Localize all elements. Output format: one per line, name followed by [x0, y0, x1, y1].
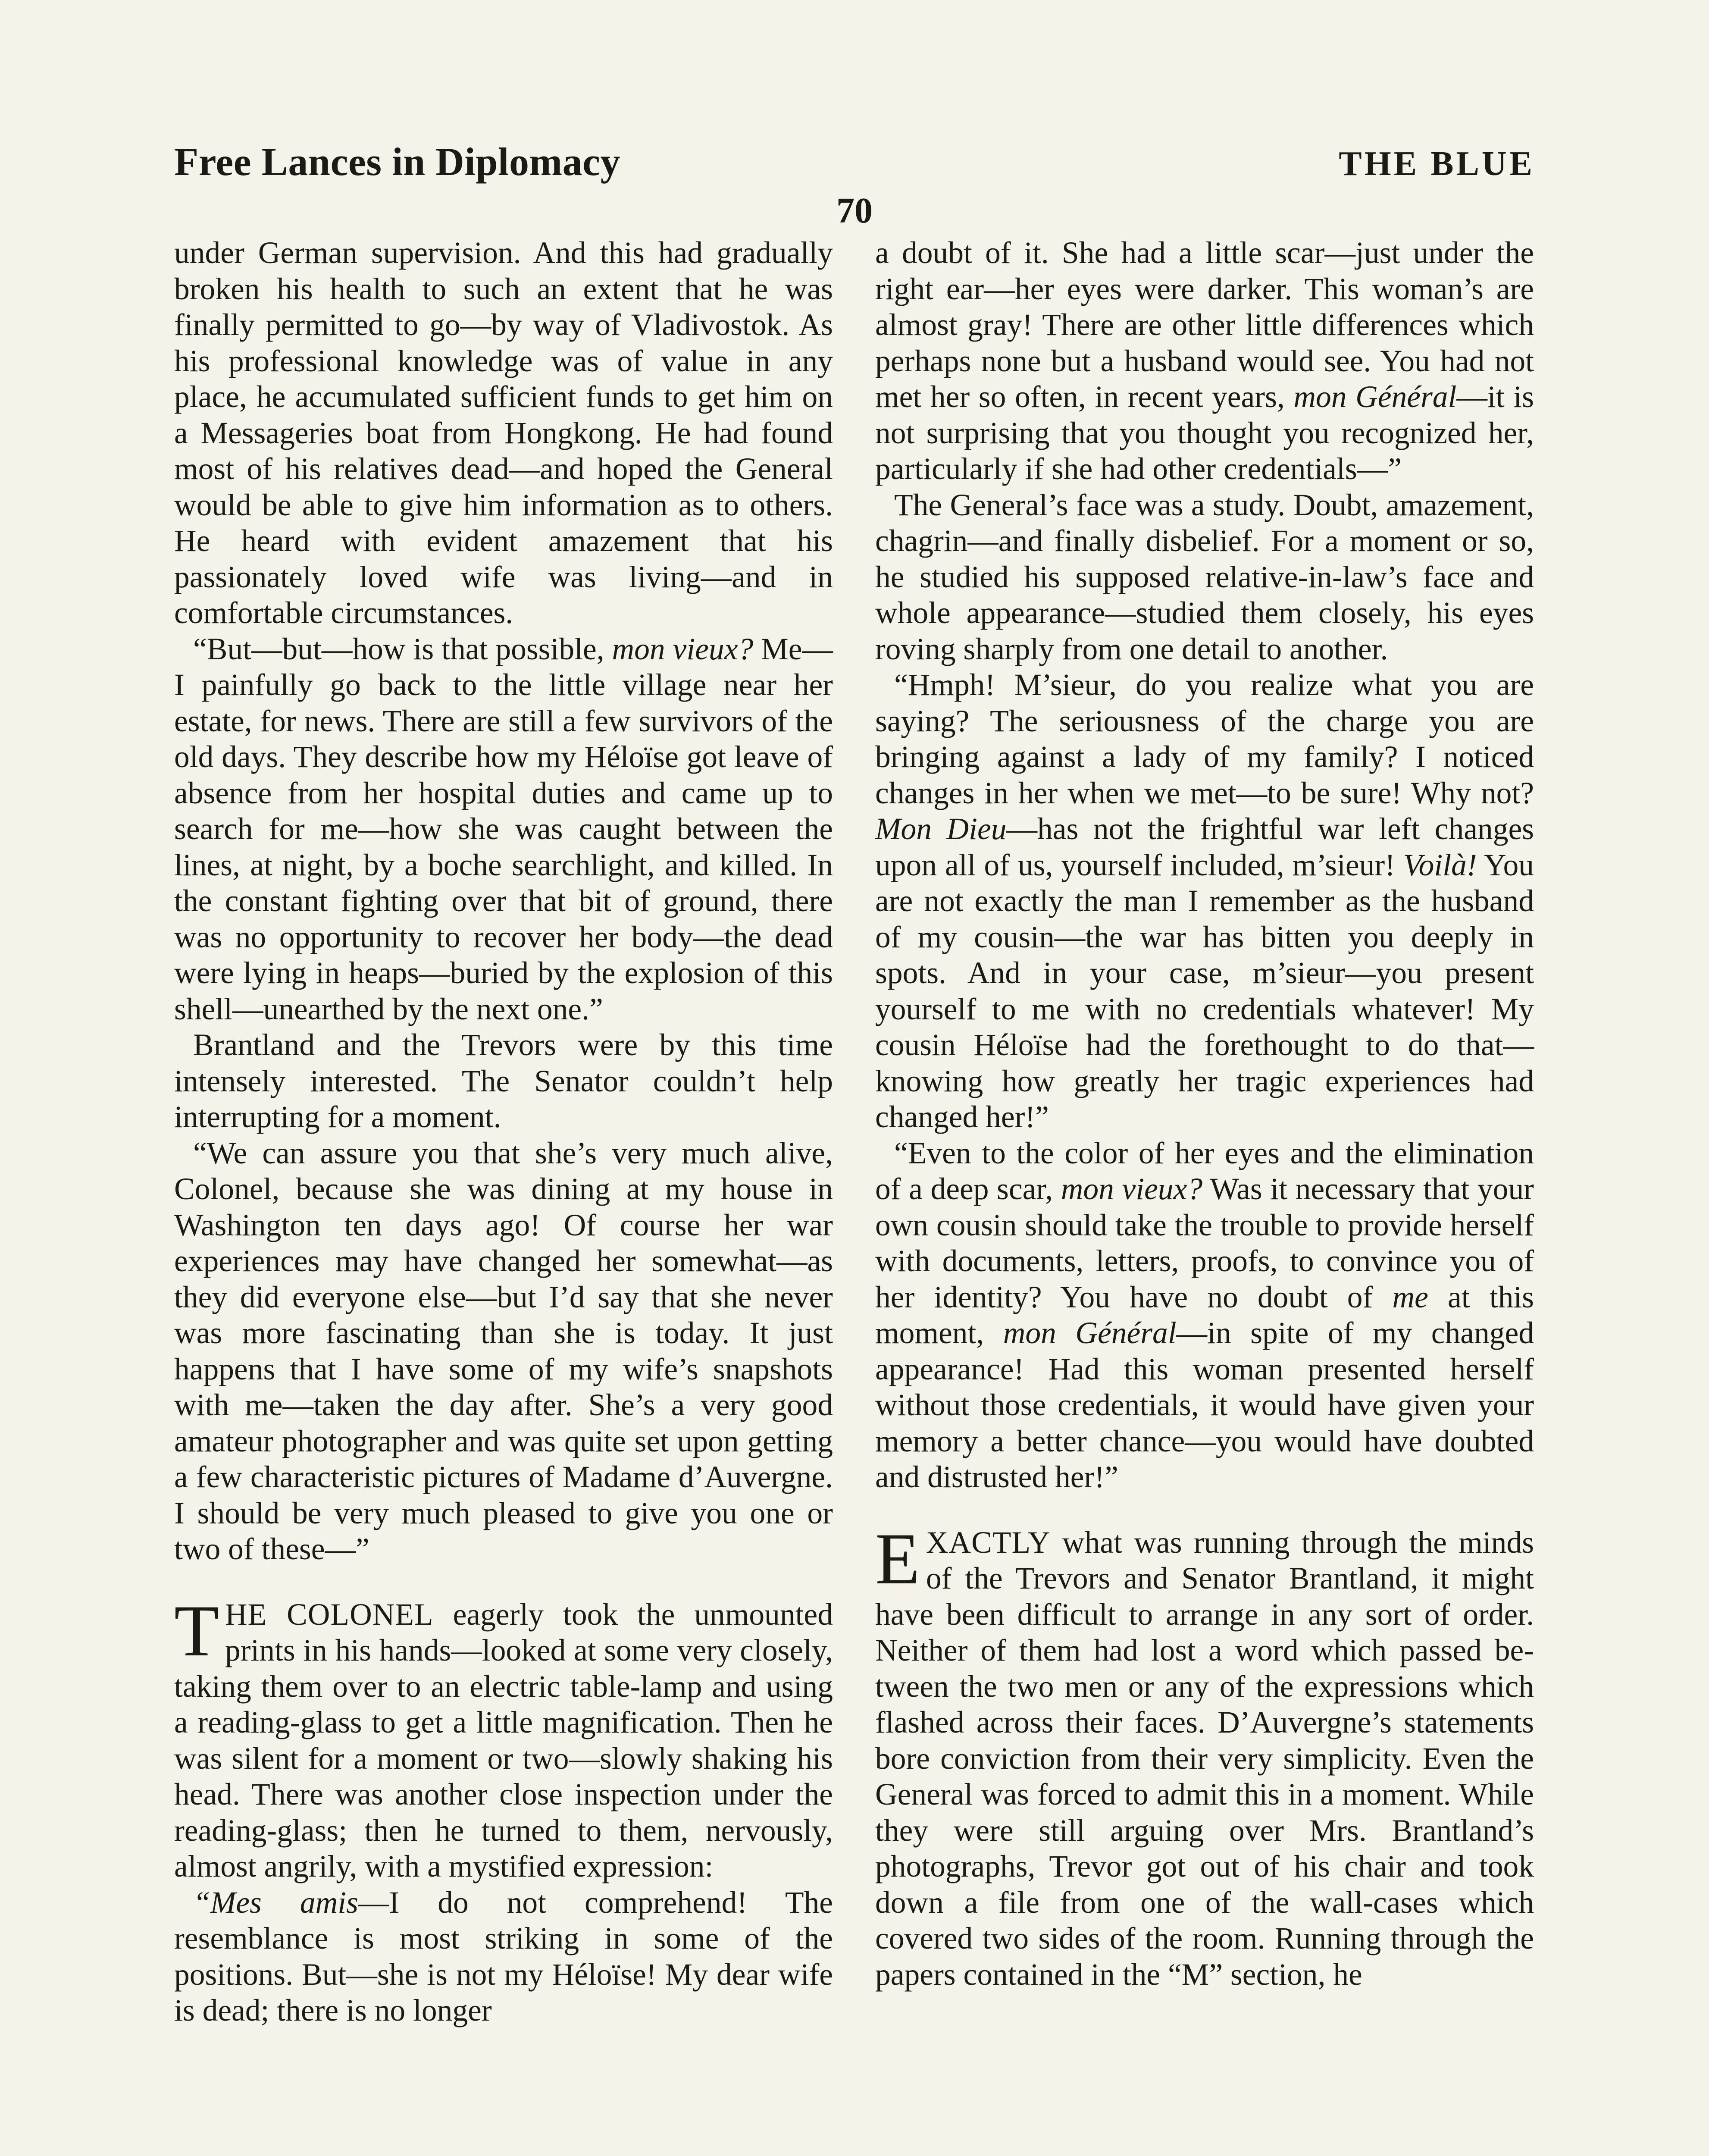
paragraph: “Even to the color of her eyes and the elimination of a deep scar, mon vieux? Was it necessary that your own cousin should take the trouble to provide herself with documents, letters, proofs, to convince you of her identity? You have no doubt of me at this moment, mon Général—in spite of my changed appearance! Had this woman presented herself without those credentials, it would have given your memory a better chance—you would have doubted and distrusted her!”: [875, 1136, 1534, 1494]
paragraph: a doubt of it. She had a little scar—just under the right ear—her eyes were darker. This woman’s are almost gray! There are other little differences which perhaps none but a husband would see. You had not met her so often, in recent years, mon Général—it is not surprising that you thought you recognized her, particularly if she had other credentials—”: [875, 236, 1534, 486]
running-title: Free Lances in Diplomacy: [174, 140, 620, 184]
paragraph: “Hmph! M’sieur, do you realize what you are saying? The seriousness of the charge you are bringing against a lady of my family? I noticed changes in her when we met—to be sure! Why not? Mon Dieu—has not the frightful war left changes upon all of us, yourself included, m’sieur! Voilà! You are not exactly the man I remember as the husband of my cousin—the war has bitten you deeply in spots. And in your case, m’sieur—you present yourself to me with no credentials whatever! My cousin Héloïse had the forethought to do that—knowing how greatly her tragic experiences had changed her!”: [875, 668, 1534, 1134]
paragraph: “But—but—how is that possible, mon vieux? Me—I painfully go back to the little village near her estate, for news. There are still a few survivors of the old days. They describe how my Héloïse got leave of absence from her hospital duties and came up to search for me—how she was caught between the lines, at night, by a boche searchlight, and killed. In the constant fighting over that bit of ground, there was no opportunity to recover her body—the dead were lying in heaps—buried by the explosion of this shell—unearthed by the next one.”: [174, 632, 833, 1026]
paragraph: “Mes amis—I do not comprehend! The resemblance is most striking in some of the positions. But—she is not my Héloïse! My dear wife is dead; there is no longer: [174, 1885, 833, 2028]
paragraph: Brantland and the Trevors were by this time intensely interested. The Senator couldn’t help interrupting for a moment.: [174, 1028, 833, 1134]
paragraph: The General’s face was a study. Doubt, amazement, chagrin—and finally disbelief. For a moment or so, he studied his supposed relative-in-law’s face and whole appearance—studied them closely, his eyes roving sharply from one detail to another.: [875, 488, 1534, 666]
paragraph: under German supervision. And this had gradually broken his health to such an extent that he was finally permitted to go—by way of Vladivostok. As his professional knowledge was of value in any place, he accumulated sufficient funds to get him on a Messageries boat from Hongkong. He had found most of his relatives dead—and hoped the General would be able to give him information as to others. He heard with evident amazement that his passionately loved wife was living—and in comfortable circumstances.: [174, 236, 833, 630]
drop-cap: T: [174, 1590, 219, 1671]
drop-cap: E: [875, 1518, 920, 1599]
left-column: [174, 235, 833, 2029]
magazine-name: THE BLUE: [1339, 145, 1535, 183]
section-opening-paragraph: THE COLONEL eagerly took the unmounted prints in his hands—looked at some very closely, taking them over to an electric table-lamp and using a reading-glass to get a little magnification. Then he was silent for a moment or two—slowly shaking his head. There was another close inspection under the reading-glass; then he turned to them, nervously, almost angrily, with a mystified expression:: [174, 1590, 833, 1883]
section-opening-paragraph: EXACTLY what was running through the minds of the Trevors and Senator Brantland, it might have been difficult to arrange in any sort of order. Neither of them had lost a word which passed between the two men or any of the expressions which flashed across their faces. D’Auvergne’s statements bore conviction from their very simplicity. Even the General was forced to admit this in a moment. While they were still arguing over Mrs. Brantland’s photographs, Trevor got out of his chair and took down a file from one of the wall-cases which covered two sides of the room. Running through the papers contained in the “M” section, he: [875, 1518, 1534, 1992]
page-number: 70: [836, 191, 873, 231]
page-header: [174, 139, 1535, 185]
right-column: [875, 235, 1534, 1993]
paragraph: “We can assure you that she’s very much alive, Colonel, because she was dining at my house in Washington ten days ago! Of course her war experiences may have changed her somewhat—as they did everyone else—but I’d say that she never was more fascinating than she is today. It just happens that I have some of my wife’s snapshots with me—taken the day after. She’s a very good amateur photographer and was quite set upon getting a few characteristic pictures of Madame d’Auvergne. I should be very much pleased to give you one or two of these—”: [174, 1136, 833, 1566]
